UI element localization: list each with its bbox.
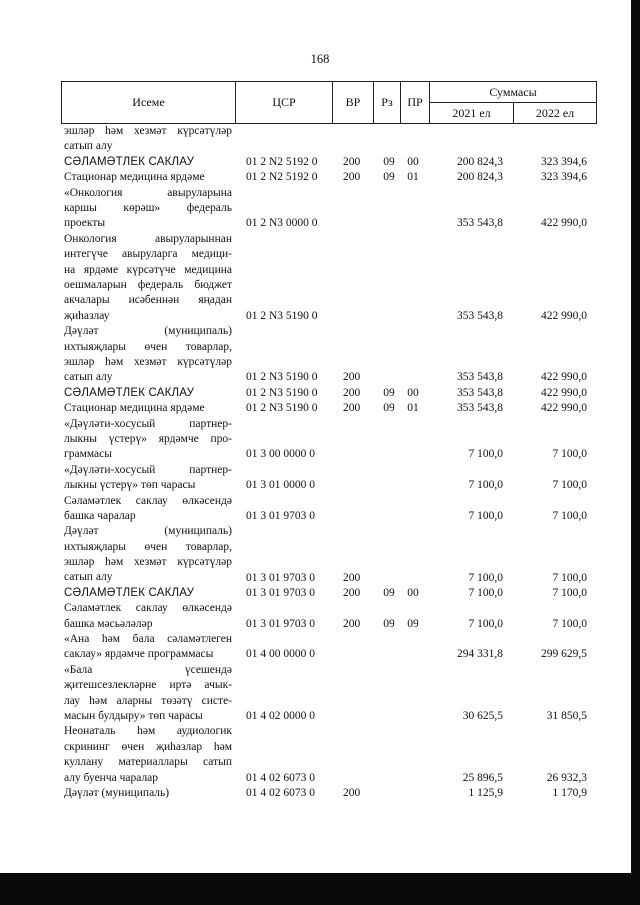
- row-y1: 7 100,0: [468, 509, 503, 522]
- row-y1: 294 331,8: [457, 648, 503, 661]
- row-csr: 01 3 01 0000 0: [246, 479, 315, 492]
- row-pr: 01: [407, 171, 419, 184]
- header-sums: Суммасы: [429, 81, 597, 103]
- row-csr: 01 4 02 6073 0: [246, 771, 315, 784]
- row-name: [64, 494, 232, 525]
- row-y2: 422 990,0: [541, 217, 587, 230]
- table-row: [0, 401, 640, 416]
- row-name-line: проекты: [64, 217, 106, 230]
- table-header: [61, 81, 597, 124]
- row-name-line: алу буенча чаралар: [64, 771, 159, 784]
- row-name-line: сатып алу: [64, 571, 113, 584]
- table-row: [0, 155, 640, 170]
- row-y2: 7 100,0: [552, 617, 587, 630]
- header-year-2022: 2022 ел: [513, 102, 597, 124]
- row-name: [64, 324, 232, 386]
- table-row: [0, 786, 640, 801]
- row-name: [64, 155, 232, 170]
- row-y2: 7 100,0: [552, 571, 587, 584]
- table-body: [0, 124, 640, 801]
- row-y1: 200 824,3: [457, 155, 503, 168]
- row-y1: 200 824,3: [457, 171, 503, 184]
- row-name: [64, 186, 232, 232]
- row-rz: 09: [383, 155, 395, 168]
- row-y1: 30 625,5: [462, 710, 503, 723]
- table-row: [0, 124, 640, 155]
- row-y1: 353 543,8: [457, 371, 503, 384]
- row-name: [64, 170, 232, 185]
- row-name-line: скрининг өчен җиһазлар һәм: [64, 740, 232, 753]
- row-csr: 01 2 N3 5190 0: [246, 371, 318, 384]
- row-y1: 7 100,0: [468, 617, 503, 630]
- row-y2: 7 100,0: [552, 509, 587, 522]
- row-name: [64, 401, 232, 416]
- header-year-2021: 2021 ел: [429, 102, 514, 124]
- row-rz: 09: [383, 586, 395, 599]
- row-rz: 09: [383, 171, 395, 184]
- row-name-line: интегүче авыруларга медици-: [64, 248, 232, 261]
- header-vr: ВР: [332, 81, 374, 124]
- row-vr: 200: [343, 155, 361, 168]
- row-name-line: башка мәсьәләләр: [64, 617, 153, 630]
- row-csr: 01 2 N2 5192 0: [246, 171, 318, 184]
- row-name: [64, 417, 232, 463]
- row-y2: 323 394,6: [541, 171, 587, 184]
- table-row: [0, 494, 640, 525]
- row-name-line: Неонаталь һәм аудиологик: [64, 725, 232, 738]
- row-y2: 7 100,0: [552, 479, 587, 492]
- row-rz: 09: [383, 386, 395, 399]
- row-name-line: Стационар медицина ярдәме: [64, 171, 205, 184]
- row-y2: 7 100,0: [552, 586, 587, 599]
- row-vr: 200: [343, 571, 361, 584]
- header-name: Исеме: [61, 81, 236, 124]
- row-csr: 01 4 02 0000 0: [246, 710, 315, 723]
- row-csr: 01 4 02 6073 0: [246, 787, 315, 800]
- row-csr: 01 4 00 0000 0: [246, 648, 315, 661]
- row-name: [64, 524, 232, 586]
- row-y2: 299 629,5: [541, 648, 587, 661]
- row-name-line: Дәүләт (муниципаль): [64, 325, 232, 338]
- row-name-line: масын булдыру» төп чарасы: [64, 710, 203, 723]
- row-name-line: лау һәм аларны төзәтү систе-: [64, 694, 232, 707]
- row-name-line: «Дәүләти-хосусый партнер-: [64, 463, 232, 476]
- row-name: [64, 724, 232, 786]
- row-name-line: сатып алу: [64, 371, 113, 384]
- table-row: [0, 632, 640, 663]
- row-y2: 422 990,0: [541, 386, 587, 399]
- row-name-line: каршы көрәш» федераль: [64, 201, 232, 214]
- header-csr: ЦСР: [235, 81, 333, 124]
- row-name-line: эшләр һәм хезмәт күрсәтүләр: [64, 556, 232, 569]
- row-vr: 200: [343, 171, 361, 184]
- row-name-line: СӘЛАМӘТЛЕК САКЛАУ: [64, 386, 195, 399]
- row-csr: 01 3 01 9703 0: [246, 571, 315, 584]
- row-name-line: эшләр һәм хезмәт күрсәтүләр: [64, 125, 232, 137]
- row-csr: 01 3 01 9703 0: [246, 586, 315, 599]
- row-pr: 00: [407, 586, 419, 599]
- row-name-line: «Бала үсешендә: [64, 663, 232, 676]
- row-y1: 7 100,0: [468, 479, 503, 492]
- row-name-line: СӘЛАМӘТЛЕК САКЛАУ: [64, 155, 195, 168]
- row-name-line: СӘЛАМӘТЛЕК САКЛАУ: [64, 586, 195, 599]
- row-name: [64, 786, 232, 801]
- row-pr: 00: [407, 386, 419, 399]
- row-name-line: эшләр һәм хезмәт күрсәтүләр: [64, 355, 232, 368]
- row-name: [64, 586, 232, 601]
- table-row: [0, 324, 640, 386]
- row-vr: 200: [343, 386, 361, 399]
- row-name: [64, 601, 232, 632]
- row-y1: 25 896,5: [462, 771, 503, 784]
- header-rz: Рз: [373, 81, 401, 124]
- row-y1: 7 100,0: [468, 586, 503, 599]
- scan-edge-bottom: [0, 873, 640, 905]
- row-name-line: саклау» ярдәмче программасы: [64, 648, 214, 661]
- row-rz: 09: [383, 402, 395, 415]
- row-vr: 200: [343, 402, 361, 415]
- row-name-line: Стационар медицина ярдәме: [64, 402, 205, 415]
- row-name-line: Сәламәтлек саклау өлкәсендә: [64, 602, 232, 615]
- row-name-line: лыкны үстерү» ярдәмче про-: [64, 432, 232, 445]
- row-name-line: на ярдәме күрсәтүче медицина: [64, 263, 232, 276]
- row-name-line: Дәүләт (муниципаль): [64, 525, 232, 538]
- row-name-line: җиһазлау: [64, 309, 110, 322]
- row-y2: 7 100,0: [552, 448, 587, 461]
- row-name: [64, 632, 232, 663]
- row-name-line: граммасы: [64, 448, 112, 461]
- page-number: 168: [310, 52, 330, 66]
- row-csr: 01 3 01 9703 0: [246, 617, 315, 630]
- table-row: [0, 586, 640, 601]
- row-name-line: «Ана һәм бала сәламәтлеген: [64, 633, 232, 646]
- row-y2: 422 990,0: [541, 402, 587, 415]
- row-name-line: «Дәүләти-хосусый партнер-: [64, 417, 232, 430]
- row-name-line: Сәламәтлек саклау өлкәсендә: [64, 494, 232, 507]
- row-csr: 01 3 00 0000 0: [246, 448, 315, 461]
- header-pr: ПР: [400, 81, 430, 124]
- table-row: [0, 601, 640, 632]
- table-row: [0, 417, 640, 463]
- row-csr: 01 2 N3 0000 0: [246, 217, 318, 230]
- row-y1: 1 125,9: [468, 787, 503, 800]
- row-y2: 422 990,0: [541, 371, 587, 384]
- row-csr: 01 3 01 9703 0: [246, 509, 315, 522]
- row-name: [64, 232, 232, 324]
- row-name-line: ихтыяҗлары өчен товарлар,: [64, 340, 232, 353]
- row-vr: 200: [343, 617, 361, 630]
- table-row: [0, 186, 640, 232]
- row-vr: 200: [343, 586, 361, 599]
- row-name: [64, 124, 232, 155]
- row-name-line: Онкология авыруларыннан: [64, 232, 232, 245]
- row-name-line: акчалары исәбеннән яңадан: [64, 294, 232, 307]
- row-y1: 7 100,0: [468, 448, 503, 461]
- table-row: [0, 232, 640, 324]
- row-name: [64, 386, 232, 401]
- row-name-line: башка чаралар: [64, 509, 136, 522]
- row-y2: 1 170,9: [552, 787, 587, 800]
- row-name: [64, 663, 232, 725]
- row-y2: 323 394,6: [541, 155, 587, 168]
- table-row: [0, 170, 640, 185]
- row-name-line: сатып алу: [64, 140, 113, 153]
- row-pr: 00: [407, 155, 419, 168]
- row-name-line: куллану материаллары сатып: [64, 756, 232, 769]
- row-csr: 01 2 N3 5190 0: [246, 309, 318, 322]
- row-vr: 200: [343, 371, 361, 384]
- row-y1: 353 543,8: [457, 217, 503, 230]
- row-y2: 422 990,0: [541, 309, 587, 322]
- table-row: [0, 463, 640, 494]
- row-y1: 7 100,0: [468, 571, 503, 584]
- row-name-line: лыкны үстерү» төп чарасы: [64, 479, 196, 492]
- table-row: [0, 524, 640, 586]
- row-name-line: «Онкология авыруларына: [64, 186, 232, 199]
- table-row: [0, 724, 640, 786]
- row-y1: 353 543,8: [457, 386, 503, 399]
- table-row: [0, 663, 640, 725]
- row-name-line: Дәүләт (муниципаль): [64, 787, 170, 800]
- table-row: [0, 386, 640, 401]
- row-y2: 31 850,5: [546, 710, 587, 723]
- row-name-line: оешмаларын федераль бюджет: [64, 278, 232, 291]
- row-pr: 01: [407, 402, 419, 415]
- row-y1: 353 543,8: [457, 402, 503, 415]
- row-csr: 01 2 N2 5192 0: [246, 155, 318, 168]
- row-name: [64, 463, 232, 494]
- row-y2: 26 932,3: [546, 771, 587, 784]
- row-y1: 353 543,8: [457, 309, 503, 322]
- row-csr: 01 2 N3 5190 0: [246, 402, 318, 415]
- row-vr: 200: [343, 787, 361, 800]
- row-name-line: җитешсезлекләрне иртә ачык-: [64, 679, 232, 692]
- row-name-line: ихтыяҗлары өчен товарлар,: [64, 540, 232, 553]
- row-pr: 09: [407, 617, 419, 630]
- row-rz: 09: [383, 617, 395, 630]
- row-csr: 01 2 N3 5190 0: [246, 386, 318, 399]
